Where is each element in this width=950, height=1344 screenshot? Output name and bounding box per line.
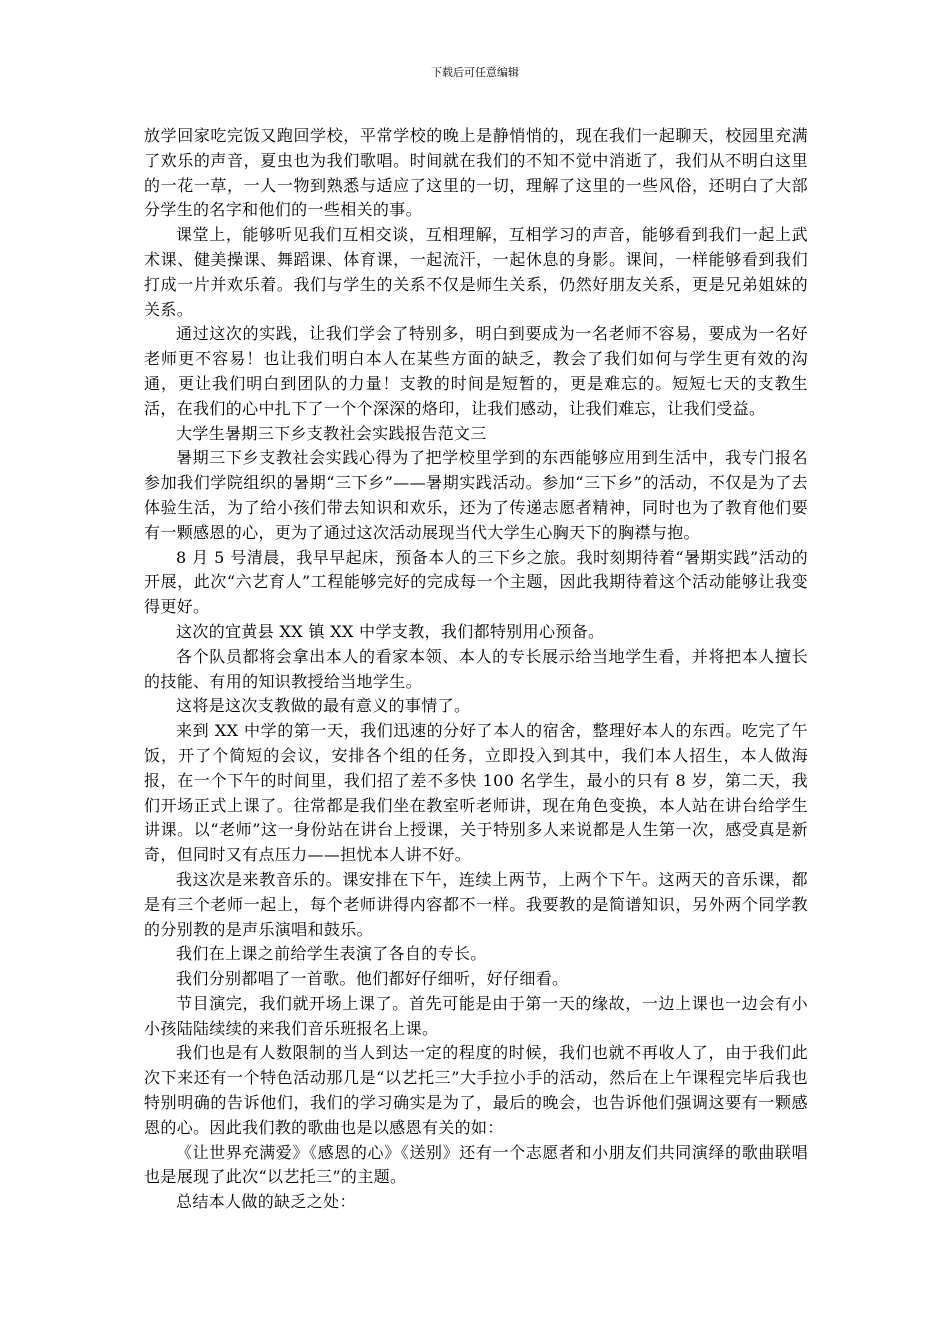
paragraph: 这将是这次支教做的最有意义的事情了。 [176,696,471,716]
paragraph: 我这次是来教音乐的。课安排在下午，连续上两节，上两个下午。这两天的音乐课，都是有三个老师一起上，每个老师讲得内容都不一样。我要教的是简谱知识，另外两个同学教的分别教的是声乐演唱和鼓乐。 [144,869,808,939]
paragraph: 暑期三下乡支教社会实践心得为了把学校里学到的东西能够应用到生活中，我专门报名参加我们学院组织的暑期“三下乡”——暑期实践活动。参加“三下乡”的活动，不仅是为了去体验生活，为了给小孩们带去知识和欢乐，还为了传递志愿者精神，同时也为了教育他们要有一颗感恩的心，更为了通过这次活动展现当代大学生心胸天下的胸襟与抱。 [144,448,808,542]
paragraph: 各个队员都将会拿出本人的看家本领、本人的专长展示给当地学生看，并将把本人擅长的技能、有用的知识教授给当地学生。 [144,646,808,691]
paragraph: 通过这次的实践，让我们学会了特别多，明白到要成为一名老师不容易，要成为一名好老师更不容易！也让我们明白本人在某些方面的缺乏，教会了我们如何与学生更有效的沟通，更让我们明白到团队的力量！支教的时间是短暂的，更是难忘的。短短七天的支教生活，在我们的心中扎下了一个个深深的烙印，让我们感动，让我们难忘，让我们受益。 [144,324,808,418]
paragraph: 总结本人做的缺乏之处： [176,1192,356,1212]
paragraph: 节目演完，我们就开场上课了。首先可能是由于第一天的缘故，一边上课也一边会有小小孩陆陆续续的来我们音乐班报名上课。 [144,993,808,1038]
paragraph: 课堂上，能够听见我们互相交谈，互相理解，互相学习的声音，能够看到我们一起上武术课、健美操课、舞蹈课、体育课，一起流汗，一起休息的身影。课间，一样能够看到我们打成一片并欢乐着。我们与学生的关系不仅是师生关系，仍然好朋友关系，更是兄弟姐妹的关系。 [144,225,808,319]
section-heading: 大学生暑期三下乡支教社会实践报告范文三 [176,423,487,443]
paragraph: 《让世界充满爱》《感恩的心》《送别》还有一个志愿者和小朋友们共同演绎的歌曲联唱也是展现了此次“以艺托三”的主题。 [144,1142,808,1187]
document-body [144,124,808,1215]
paragraph: 来到 XX 中学的第一天，我们迅速的分好了本人的宿舍，整理好本人的东西。吃完了午饭，开了个简短的会议，安排各个组的任务，立即投入到其中，我们本人招生，本人做海报，在一个下午的时间里，我们招了差不多快 100 名学生，最小的只有 8 岁，第二天，我们开场正式上课了。往常都是我们坐在教室听老师讲，现在角色变换，本人站在讲台给学生讲课。以“老师”这一身份站在讲台上授课，关于特别多人来说都是人生第一次，感受真是新奇，但同时又有点压力——担忧本人讲不好。 [144,721,808,865]
paragraph: 放学回家吃完饭又跑回学校，平常学校的晚上是静悄悄的，现在我们一起聊天，校园里充满了欢乐的声音，夏虫也为我们歌唱。时间就在我们的不知不觉中消逝了，我们从不明白这里的一花一草，一人一物到熟悉与适应了这里的一切，理解了这里的一些风俗，还明白了大部分学生的名字和他们的一些相关的事。 [144,126,808,220]
paragraph: 这次的宜黄县 XX 镇 XX 中学支教，我们都特别用心预备。 [176,621,605,641]
paragraph: 我们在上课之前给学生表演了各自的专长。 [176,944,487,964]
paragraph: 8 月 5 号清晨，我早早起床，预备本人的三下乡之旅。我时刻期待着“暑期实践”活动的开展，此次“六艺育人”工程能够完好的完成每一个主题，因此我期待着这个活动能够让我变得更好。 [144,547,808,617]
paragraph: 我们也是有人数限制的当人到达一定的程度的时候，我们也就不再收人了，由于我们此次下来还有一个特色活动那几是“以艺托三”大手拉小手的活动，然后在上午课程完毕后我也特别明确的告诉他们，我们的学习确实是为了，最后的晚会，也告诉他们强调这要有一颗感恩的心。因此我们教的歌曲也是以感恩有关的如： [144,1043,808,1137]
paragraph: 我们分别都唱了一首歌。他们都好仔细听，好仔细看。 [176,969,569,989]
page-header-note: 下载后可任意编辑 [431,66,519,79]
